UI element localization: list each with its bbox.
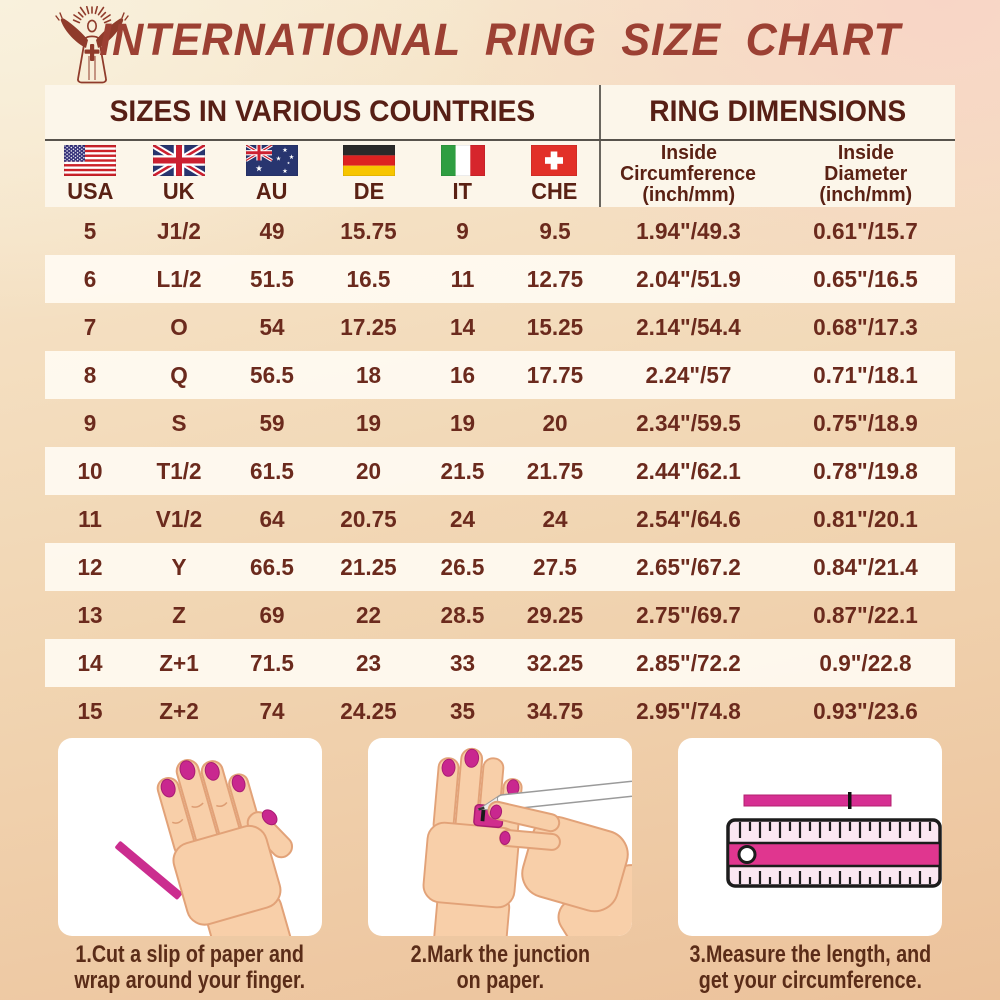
- illustration-mark-junction: [368, 738, 632, 936]
- cell-it: 24: [449, 505, 476, 532]
- cell-it: 28.5: [440, 601, 485, 628]
- cell-au: 54: [259, 313, 285, 340]
- column-it: [416, 141, 509, 207]
- cell-au: 71.5: [250, 649, 294, 676]
- cell-au: 51.5: [250, 265, 294, 292]
- cell-usa: 7: [83, 313, 97, 340]
- table-row: [45, 495, 955, 543]
- uk-flag-icon: [153, 145, 205, 176]
- column-inside-diameter: [776, 141, 955, 207]
- cell-au: 49: [259, 217, 285, 244]
- cell-au: 74: [259, 697, 285, 724]
- table-row: [45, 447, 955, 495]
- cell-au: 64: [259, 505, 285, 532]
- country-label-de: DE: [353, 178, 384, 204]
- cell-circumference: 2.04"/51.9: [636, 265, 741, 292]
- cell-de: 21.25: [340, 553, 397, 580]
- cell-it: 14: [449, 313, 476, 340]
- cell-diameter: 0.93"/23.6: [813, 697, 918, 724]
- table-row: [45, 255, 955, 303]
- dimension-header-line: Circumference: [620, 162, 757, 185]
- table-row: [45, 303, 955, 351]
- cell-de: 23: [355, 649, 382, 676]
- table-row: [45, 207, 955, 255]
- table-row: [45, 639, 955, 687]
- illustration-ruler-measure: [678, 738, 942, 936]
- cell-de: 20.75: [340, 505, 397, 532]
- cell-it: 35: [449, 697, 476, 724]
- cell-diameter: 0.9"/22.8: [819, 649, 912, 676]
- cell-circumference: 2.85"/72.2: [636, 649, 741, 676]
- cell-usa: 14: [77, 649, 103, 676]
- cell-uk: S: [171, 409, 187, 436]
- cell-it: 19: [449, 409, 476, 436]
- cell-che: 12.75: [526, 265, 584, 292]
- cell-circumference: 2.34"/59.5: [636, 409, 741, 436]
- cell-usa: 11: [78, 505, 102, 532]
- country-label-usa: USA: [66, 178, 114, 204]
- cell-uk: Z: [172, 601, 186, 628]
- cell-diameter: 0.81"/20.1: [813, 505, 918, 532]
- cell-it: 26.5: [440, 553, 485, 580]
- hand-with-paper-slip-illustration: [58, 738, 322, 936]
- table-header: [45, 85, 955, 207]
- table-row: [45, 399, 955, 447]
- cell-diameter: 0.61"/15.7: [813, 217, 918, 244]
- italy-flag-icon: [441, 145, 485, 176]
- column-inside-circumference: [601, 141, 776, 207]
- cell-che: 29.25: [526, 601, 584, 628]
- instruction-steps: [40, 738, 960, 995]
- section-title-dimensions: RING DIMENSIONS: [649, 95, 907, 128]
- cell-che: 9.5: [539, 217, 571, 244]
- table-row: [45, 543, 955, 591]
- column-usa: [45, 141, 135, 207]
- cell-au: 59: [259, 409, 285, 436]
- instruction-panel-3: [660, 738, 960, 995]
- cell-au: 69: [259, 601, 285, 628]
- cell-circumference: 2.24"/57: [645, 361, 732, 388]
- step-1-caption: 1.Cut a slip of paper and wrap around your finger.: [74, 941, 306, 995]
- cell-che: 24: [542, 505, 568, 532]
- column-uk: [135, 141, 223, 207]
- cell-circumference: 2.54"/64.6: [636, 505, 741, 532]
- usa-flag-icon: [64, 145, 116, 176]
- ring-size-table: [45, 85, 955, 735]
- cell-usa: 10: [77, 457, 103, 484]
- step-3-caption: 3.Measure the length, and get your circumference.: [689, 941, 931, 995]
- country-label-uk: UK: [163, 178, 195, 204]
- cell-circumference: 2.44"/62.1: [636, 457, 741, 484]
- cell-uk: Q: [170, 361, 188, 388]
- cell-usa: 8: [83, 361, 97, 388]
- cell-de: 20: [355, 457, 382, 484]
- cell-uk: Y: [171, 553, 187, 580]
- cell-uk: V1/2: [155, 505, 203, 532]
- cell-uk: Z+2: [159, 697, 199, 724]
- ruler-illustration: [678, 738, 942, 936]
- cell-it: 11: [450, 265, 475, 292]
- cell-uk: J1/2: [157, 217, 201, 244]
- cell-it: 33: [449, 649, 476, 676]
- cell-usa: 13: [77, 601, 103, 628]
- table-row: [45, 687, 955, 735]
- dimension-header-line: (inch/mm): [642, 183, 735, 206]
- cell-de: 19: [355, 409, 382, 436]
- cell-che: 17.75: [526, 361, 584, 388]
- junction-mark: [848, 792, 852, 809]
- cell-usa: 9: [83, 409, 97, 436]
- cell-uk: T1/2: [156, 457, 202, 484]
- australia-flag-icon: [246, 145, 298, 176]
- page-title: INTERNATIONAL RING SIZE CHART: [99, 14, 901, 65]
- step-2-caption: 2.Mark the junction on paper.: [410, 941, 590, 995]
- cell-diameter: 0.75"/18.9: [813, 409, 918, 436]
- cell-de: 18: [355, 361, 382, 388]
- ruler-icon: [728, 820, 940, 886]
- cell-circumference: 2.65"/67.2: [636, 553, 741, 580]
- germany-flag-icon: [343, 145, 395, 176]
- cell-diameter: 0.65"/16.5: [813, 265, 918, 292]
- switzerland-flag-icon: [531, 145, 577, 176]
- cell-circumference: 2.75"/69.7: [636, 601, 741, 628]
- cell-usa: 6: [83, 265, 97, 292]
- country-label-che: IT: [452, 178, 473, 204]
- cell-usa: 5: [83, 217, 97, 244]
- cell-che: 15.25: [526, 313, 584, 340]
- table-row: [45, 591, 955, 639]
- dimension-header-line: Inside: [660, 141, 717, 164]
- cell-au: 66.5: [250, 553, 294, 580]
- cell-de: 24.25: [340, 697, 397, 724]
- cell-che: 32.25: [526, 649, 584, 676]
- cell-uk: L1/2: [156, 265, 202, 292]
- cell-au: 56.5: [250, 361, 294, 388]
- cell-diameter: 0.87"/22.1: [813, 601, 918, 628]
- column-header-row: [45, 141, 955, 207]
- cell-it: 9: [456, 217, 469, 244]
- illustration-hand-paper-slip: [58, 738, 322, 936]
- cell-usa: 12: [77, 553, 103, 580]
- cell-uk: O: [170, 313, 188, 340]
- cell-che: 20: [542, 409, 568, 436]
- cell-che: 27.5: [533, 553, 577, 580]
- cell-de: 22: [355, 601, 382, 628]
- cell-diameter: 0.84"/21.4: [813, 553, 918, 580]
- cell-circumference: 2.95"/74.8: [636, 697, 741, 724]
- section-title-countries: SIZES IN VARIOUS COUNTRIES: [45, 85, 601, 139]
- cell-diameter: 0.68"/17.3: [813, 313, 918, 340]
- cell-usa: 15: [77, 697, 103, 724]
- cell-circumference: 1.94"/49.3: [636, 217, 741, 244]
- section-title-row: [45, 85, 955, 141]
- cell-it: 21.5: [440, 457, 485, 484]
- mark-junction-illustration: [368, 738, 632, 936]
- cell-au: 61.5: [250, 457, 294, 484]
- cell-diameter: 0.71"/18.1: [813, 361, 918, 388]
- cell-che: 21.75: [526, 457, 584, 484]
- country-label-che: CHE: [530, 178, 578, 204]
- instruction-panel-2: [350, 738, 650, 995]
- header: [0, 0, 1000, 85]
- table-body: [45, 207, 955, 735]
- dimension-header-line: Diameter: [823, 162, 908, 185]
- cell-circumference: 2.14"/54.4: [636, 313, 741, 340]
- column-au: [223, 141, 321, 207]
- country-label-au: AU: [256, 178, 288, 204]
- column-che: [509, 141, 601, 207]
- cell-it: 16: [449, 361, 476, 388]
- dimension-header-line: Inside: [837, 141, 894, 164]
- cell-de: 16.5: [346, 265, 391, 292]
- table-row: [45, 351, 955, 399]
- cell-de: 15.75: [340, 217, 397, 244]
- instruction-panel-1: [40, 738, 340, 995]
- cell-de: 17.25: [340, 313, 397, 340]
- cell-uk: Z+1: [159, 649, 199, 676]
- dimension-header-line: (inch/mm): [819, 183, 912, 206]
- cell-che: 34.75: [526, 697, 584, 724]
- cell-diameter: 0.78"/19.8: [813, 457, 918, 484]
- column-de: [321, 141, 416, 207]
